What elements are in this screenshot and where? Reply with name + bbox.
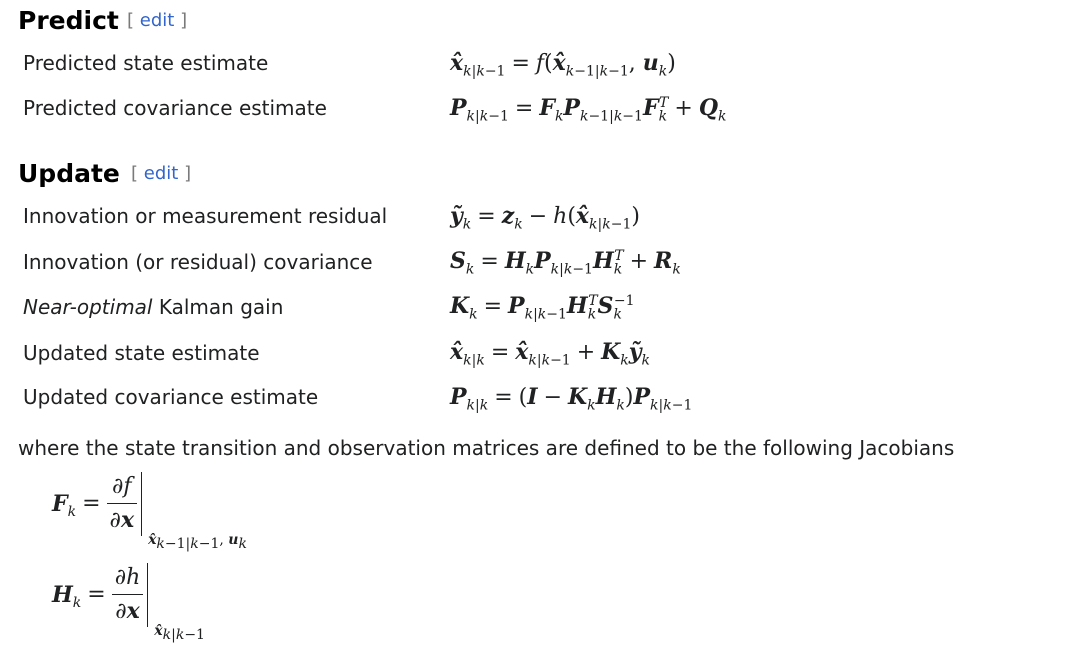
predict-title: Predict xyxy=(18,6,119,35)
predicted-state-formula: $x̂_{k|k-1}$ = $f(x̂_{k-1|k-1}$, $u_k$) xyxy=(450,50,676,80)
jacobian-f-formula: $F_k$ = $\frac{\partial f}{\partial x}$ $x̂_{k-1|k-1}$, $u_k$ xyxy=(52,474,247,552)
kalman-gain-formula: $K_k = P_{k|k-1}H_k^TS_k^{-1}$ xyxy=(450,292,635,323)
updated-state-formula: $x̂_{k|k}$ = $x̂_{k|k-1}$ + $K_kỹ_k$ xyxy=(450,339,651,369)
predict-edit-section xyxy=(127,10,187,31)
jacobian-intro-text: where the state transition and observation matrices are defined to be the following Jacobians xyxy=(18,436,955,460)
predicted-covariance-label: Predicted covariance estimate xyxy=(23,96,327,120)
innovation-covariance-label: Innovation (or residual) covariance xyxy=(23,250,373,274)
innovation-residual-label: Innovation or measurement residual xyxy=(23,204,388,228)
update-title: Update xyxy=(18,159,120,188)
updated-covariance-label: Updated covariance estimate xyxy=(23,385,319,409)
bracket-close: ] xyxy=(180,10,188,31)
bracket-open: [ xyxy=(131,163,139,184)
update-edit-link[interactable]: edit xyxy=(143,163,179,184)
update-edit-section xyxy=(131,163,191,184)
predict-edit-link[interactable]: edit xyxy=(139,10,175,31)
predict-heading xyxy=(18,6,119,36)
jacobian-h-formula: $H_k$ = $\frac{\partial h}{\partial x}$ $x̂_{k|k-1}$ xyxy=(52,565,205,643)
kalman-gain-text: Kalman gain xyxy=(152,295,284,319)
predicted-state-label: Predicted state estimate xyxy=(23,51,269,75)
near-optimal-text: Near-optimal xyxy=(23,295,153,319)
update-heading xyxy=(18,159,120,189)
bracket-open: [ xyxy=(127,10,135,31)
kalman-gain-label xyxy=(23,294,283,320)
innovation-residual-formula: ỹ$_k$ = $z_k$ − $h(x̂_{k|k-1})$ xyxy=(450,203,640,233)
bracket-close: ] xyxy=(184,163,192,184)
innovation-covariance-formula: $S_k = H_kP_{k|k-1}H_k^T + R_k$ xyxy=(450,247,681,278)
updated-covariance-formula: $P_{k|k} = (I - K_kH_k)P_{k|k-1}$ xyxy=(450,384,693,414)
updated-state-label: Updated state estimate xyxy=(23,341,260,365)
predicted-covariance-formula: $P_{k|k-1} = F_kP_{k-1|k-1}F_k^T + Q_k$ xyxy=(450,94,727,125)
